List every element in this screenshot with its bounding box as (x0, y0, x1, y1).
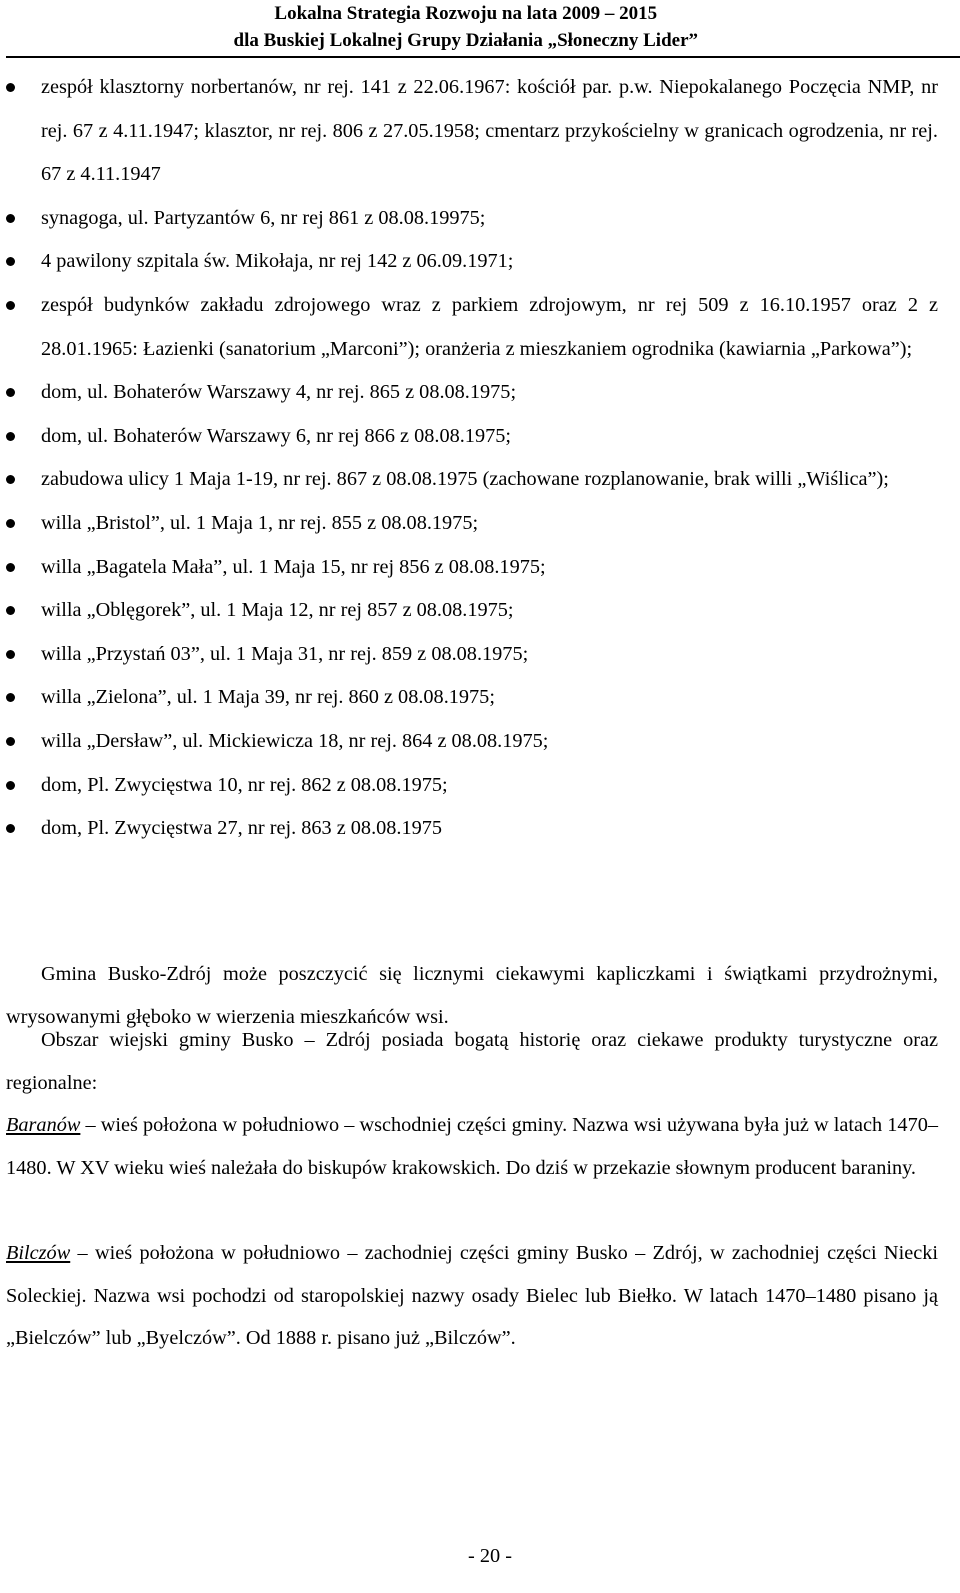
bullet-icon (6, 563, 15, 572)
list-item: dom, ul. Bohaterów Warszawy 6, nr rej 866 z 08.08.1975; (0, 415, 938, 459)
list-item: willa „Dersław”, ul. Mickiewicza 18, nr rej. 864 z 08.08.1975; (0, 720, 938, 764)
paragraph-bilczow (6, 1232, 938, 1360)
list-item: zespół klasztorny norbertanów, nr rej. 141 z 22.06.1967: kościół par. p.w. Niepokalanego Poczęcia NMP, nr rej. 67 z 4.11.1947; klasztor, nr rej. 806 z 27.05.1958; cmentarz przykościelny w granicach ogrodzenia, nr rej. 67 z 4.11.1947 (0, 66, 938, 197)
list-item: dom, Pl. Zwycięstwa 10, nr rej. 862 z 08.08.1975; (0, 764, 938, 808)
place-name-bilczow: Bilczów (6, 1242, 71, 1264)
bullet-icon (6, 824, 15, 833)
bullet-icon (6, 432, 15, 441)
bilczow-description: – wieś położona w południowo – zachodniej części gminy Busko – Zdrój, w zachodniej części Niecki Soleckiej. Nazwa wsi pochodzi od staropolskiej nazwy osady Bielec lub Biełko. W latach 1470–1480 pisano ją „Bielczów” lub „Byelczów”. Od 1888 r. pisano już „Bilczów”. (6, 1242, 938, 1349)
header-line-2: dla Buskiej Lokalnej Grupy Działania „Słoneczny Lider” (233, 30, 698, 51)
list-item: dom, ul. Bohaterów Warszawy 4, nr rej. 865 z 08.08.1975; (0, 371, 938, 415)
header-line-1: Lokalna Strategia Rozwoju na lata 2009 – 2015 (274, 3, 658, 24)
baranow-description: – wieś położona w południowo – wschodniej części gminy. Nazwa wsi używana była już w latach 1470–1480. W XV wieku wieś należała do biskupów krakowskich. Do dziś w przekazie słownym producent baraniny. (6, 1114, 938, 1179)
page-number: - 20 - (468, 1545, 512, 1567)
bullet-icon (6, 388, 15, 397)
bullet-icon (6, 214, 15, 223)
paragraph-kapliczki: Gmina Busko-Zdrój może poszczycić się licznymi ciekawymi kapliczkami i świątkami przydrożnymi, wrysowanymi głęboko w wierzenia mieszkańców wsi. (6, 963, 938, 1028)
paragraph-baranow (6, 1104, 938, 1189)
list-item: 4 pawilony szpitala św. Mikołaja, nr rej 142 z 06.09.1971; (0, 240, 938, 284)
paragraph-obszar-wiejski: Obszar wiejski gminy Busko – Zdrój posiada bogatą historię oraz ciekawe produkty turystyczne oraz regionalne: (6, 1029, 938, 1094)
header-rule (6, 56, 960, 58)
list-item: zespół budynków zakładu zdrojowego wraz z parkiem zdrojowym, nr rej 509 z 16.10.1957 oraz 2 z 28.01.1965: Łazienki (sanatorium „Marconi”); oranżeria z mieszkaniem ogrodnika (kawiarnia „Parkowa”); (0, 284, 938, 371)
list-item: zabudowa ulicy 1 Maja 1-19, nr rej. 867 z 08.08.1975 (zachowane rozplanowanie, brak willi „Wiślica”); (0, 458, 938, 502)
list-item: synagoga, ul. Partyzantów 6, nr rej 861 z 08.08.19975; (0, 197, 938, 241)
bullet-icon (6, 650, 15, 659)
bullet-icon (6, 475, 15, 484)
list-item: willa „Oblęgorek”, ul. 1 Maja 12, nr rej 857 z 08.08.1975; (0, 589, 938, 633)
list-item: willa „Zielona”, ul. 1 Maja 39, nr rej. 860 z 08.08.1975; (0, 676, 938, 720)
bullet-icon (6, 781, 15, 790)
monument-list (0, 66, 938, 851)
bullet-icon (6, 83, 15, 92)
bullet-icon (6, 257, 15, 266)
list-item: willa „Bagatela Mała”, ul. 1 Maja 15, nr rej 856 z 08.08.1975; (0, 546, 938, 590)
list-item: willa „Bristol”, ul. 1 Maja 1, nr rej. 855 z 08.08.1975; (0, 502, 938, 546)
bullet-icon (6, 737, 15, 746)
list-item: willa „Przystań 03”, ul. 1 Maja 31, nr rej. 859 z 08.08.1975; (0, 633, 938, 677)
list-item: dom, Pl. Zwycięstwa 27, nr rej. 863 z 08.08.1975 (0, 807, 938, 851)
bullet-icon (6, 693, 15, 702)
place-name-baranow: Baranów (6, 1114, 81, 1136)
document-header (234, 0, 699, 54)
bullet-icon (6, 301, 15, 310)
bullet-icon (6, 519, 15, 528)
bullet-icon (6, 606, 15, 615)
